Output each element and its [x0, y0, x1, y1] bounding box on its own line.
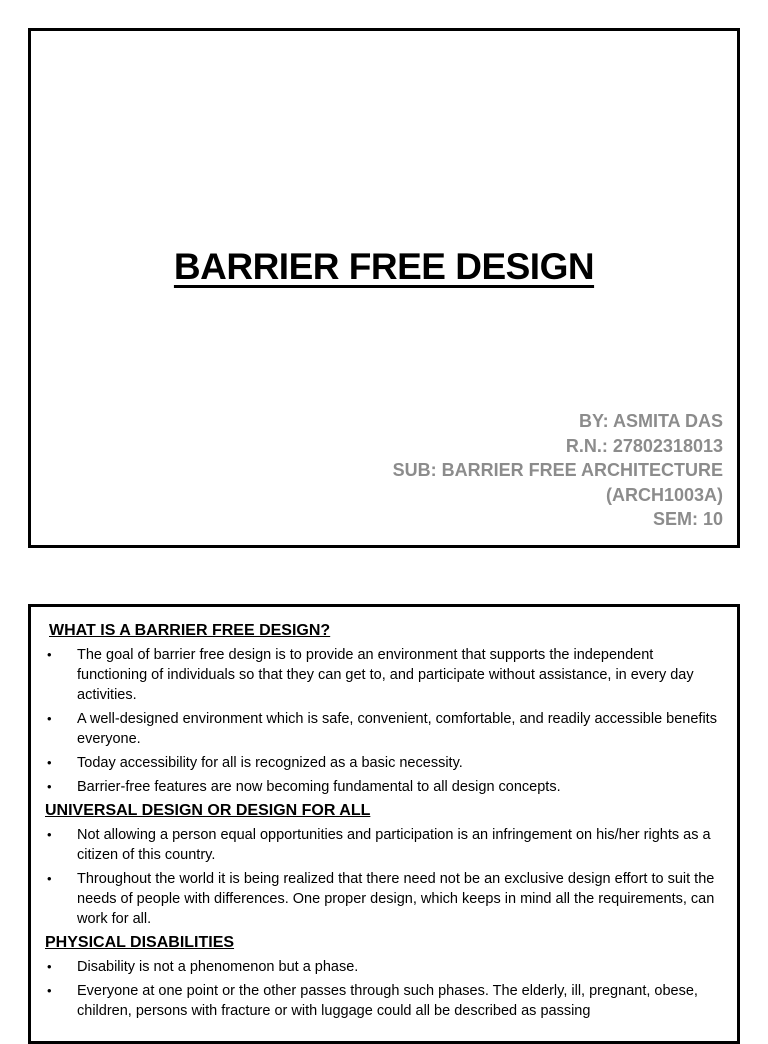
- title-slide: [28, 28, 740, 548]
- semester: SEM: 10: [652, 509, 723, 529]
- section-heading-universal-design: UNIVERSAL DESIGN OR DESIGN FOR ALL: [45, 802, 371, 819]
- list-item: [45, 777, 725, 797]
- bullet-icon: •: [47, 647, 52, 662]
- subject-code: (ARCH1003A): [605, 484, 723, 505]
- slide-content: [45, 619, 725, 1025]
- slide-title: [31, 246, 737, 288]
- bullet-icon: •: [47, 983, 52, 998]
- list-item: [45, 753, 725, 773]
- list-item: [45, 825, 725, 865]
- bullet-icon: •: [47, 755, 52, 770]
- bullet-text: The goal of barrier free design is to provide an environment that supports the independent functioning of individuals so that they can get to, and participate without assistance, in every day activities.: [77, 647, 694, 703]
- list-item: [45, 957, 725, 977]
- bullet-icon: •: [47, 827, 52, 842]
- list-item: [45, 869, 725, 929]
- bullet-text: Barrier-free features are now becoming fundamental to all design concepts.: [77, 779, 561, 795]
- bullet-icon: •: [47, 711, 52, 726]
- author-name: BY: ASMITA DAS: [579, 411, 723, 431]
- content-slide: [28, 604, 740, 1044]
- bullet-text: Throughout the world it is being realized that there need not be an exclusive design effort to suit the needs of people with differences. One proper design, which keeps in mind all the requirements, can work for all.: [77, 871, 715, 927]
- subject-line: SUB: BARRIER FREE ARCHITECTURE: [392, 460, 723, 480]
- author-info: [393, 409, 723, 532]
- bullet-icon: •: [47, 959, 52, 974]
- bullet-list-universal-design: [45, 825, 725, 929]
- list-item: [45, 645, 725, 705]
- bullet-text: A well-designed environment which is safe, convenient, comfortable, and readily accessible benefits everyone.: [77, 711, 717, 747]
- bullet-list-what-is: [45, 645, 725, 797]
- bullet-text: Not allowing a person equal opportunities and participation is an infringement on his/her rights as a citizen of this country.: [77, 827, 711, 863]
- list-item: [45, 709, 725, 749]
- bullet-text: Everyone at one point or the other passes through such phases. The elderly, ill, pregnant, obese, children, persons with fracture or with luggage could all be described as passing: [77, 983, 698, 1019]
- list-item: [45, 981, 725, 1021]
- bullet-text: Today accessibility for all is recognized as a basic necessity.: [77, 755, 463, 771]
- bullet-icon: •: [47, 779, 52, 794]
- section-heading-what-is: WHAT IS A BARRIER FREE DESIGN?: [49, 622, 331, 639]
- roll-number: R.N.: 27802318013: [565, 435, 723, 456]
- bullet-text: Disability is not a phenomenon but a phase.: [77, 959, 359, 975]
- bullet-icon: •: [47, 871, 52, 886]
- bullet-list-physical-disabilities: [45, 957, 725, 1021]
- section-heading-physical-disabilities: PHYSICAL DISABILITIES: [45, 934, 235, 951]
- slide-title-text: BARRIER FREE DESIGN: [173, 246, 595, 287]
